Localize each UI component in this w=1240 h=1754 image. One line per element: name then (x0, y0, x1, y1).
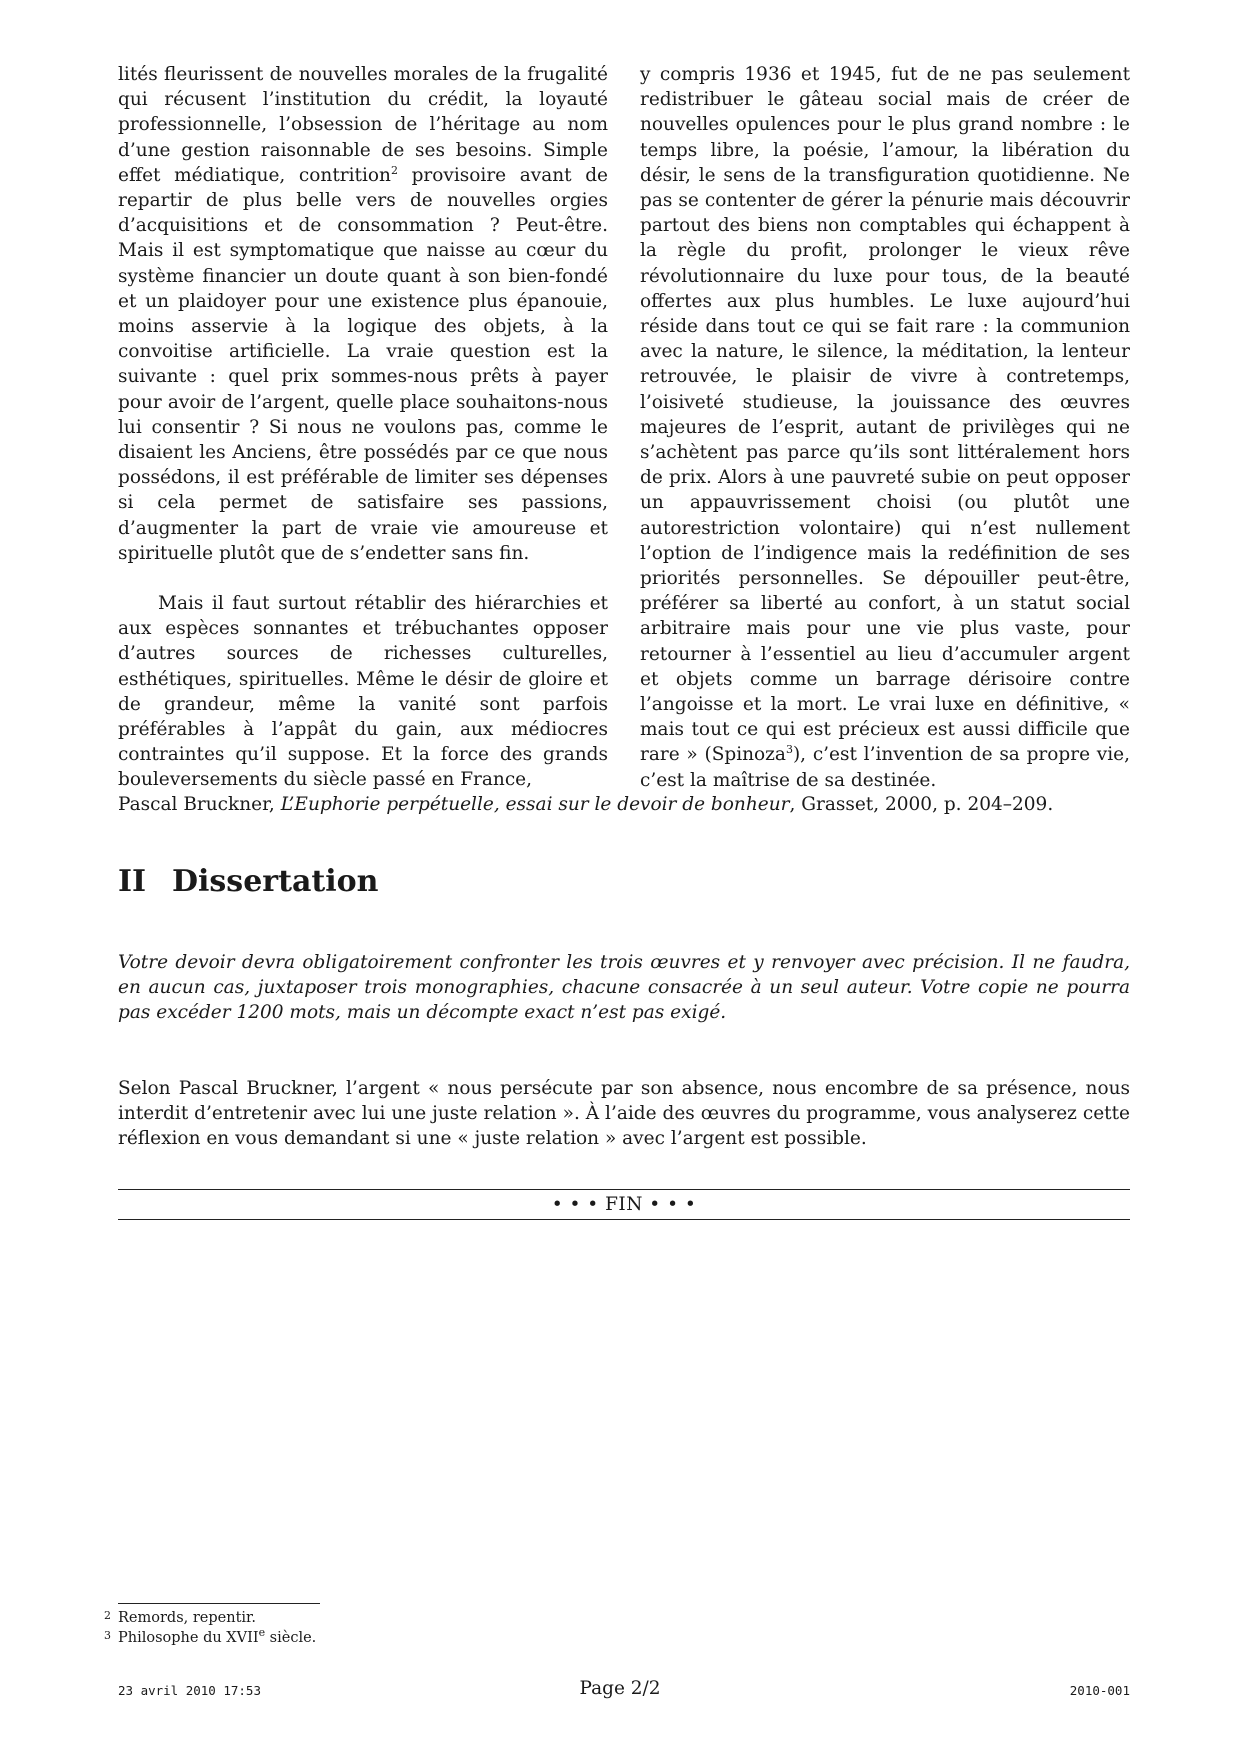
instructions: Votre devoir devra obligatoirement confronter les trois œuvres et y renvoyer avec précision. Il ne faudra, en aucun cas, juxtaposer trois monographies, chacune consacrée à un seul auteur. Votre copie ne pourra pas excéder 1200 mots, mais un décompte exact n’est pas exigé. (118, 952, 1130, 1024)
divider (118, 1219, 1130, 1220)
page-number: Page 2/2 (579, 1678, 661, 1699)
footnote: 2 Remords, repentir. (104, 1609, 256, 1626)
footnote-divider (118, 1603, 320, 1604)
footnotes (104, 1608, 804, 1648)
footnote-ref: 2 (390, 163, 398, 177)
section-number: II (118, 864, 147, 899)
text-columns (118, 62, 1130, 793)
footnote-ref: 3 (785, 743, 793, 757)
paragraph: lités fleurissent de nouvelles morales de la frugalité qui récusent l’institution du crédit, la loyauté professionnelle, l’obsession de l’héritage au nom d’une gestion raisonnable de ses besoins. Simple effet médiatique, contrition$^2$ provisoire avant de repartir de plus belle vers de nouvelles orgies d’acquisitions et de consommation ? Peut-être. Mais il est symptomatique que naisse au cœur du système financier un doute quant à son bien-fondé et un plaidoyer pour une existence plus épanouie, moins asservie à la logique des objets, à la convoitise artificielle. La vraie question est la suivante : quel prix sommes-nous prêts à payer pour avoir de l’argent, quelle place souhaitons-nous lui consentir ? Si nous ne voulons pas, comme le disaient les Anciens, être possédés par ce que nous possédons, il est préférable de limiter ses dépenses si cela permet de satisfaire ses passions, d’augmenter la part de vraie vie amoureuse et spirituelle plutôt que de s’endetter sans fin. (118, 64, 608, 564)
divider (118, 1189, 1130, 1190)
section-heading (118, 862, 378, 902)
left-column (118, 62, 608, 793)
book-title: L’Euphorie perpétuelle, essai sur le devoir de bonheur (280, 794, 790, 815)
footer-date: 23 avril 2010 17:53 (118, 1683, 261, 1698)
section-title: Dissertation (172, 864, 379, 899)
end-marker: • • • FIN • • • (551, 1194, 697, 1215)
exam-code: 2010-001 (1069, 1683, 1130, 1698)
footnote: 3 Philosophe du XVIIe siècle. (104, 1626, 317, 1646)
dissertation-subject: Selon Pascal Bruckner, l’argent « nous persécute par son absence, nous encombre de sa présence, nous interdit d’entretenir avec lui une juste relation ». À l’aide des œuvres du programme, vous analyserez cette réflexion en vous demandant si une « juste relation » avec l’argent est possible. (118, 1078, 1130, 1150)
paragraph: Mais il faut surtout rétablir des hiérarchies et aux espèces sonnantes et trébuchantes opposer d’autres sources de richesses culturelles, esthétiques, spirituelles. Même le désir de gloire et de grandeur, même la vanité sont parfois préférables à l’appât du gain, aux médiocres contraintes qu’il suppose. Et la force des grands bouleversements du siècle passé en France, (118, 593, 608, 791)
right-column (640, 62, 1130, 793)
source-citation: Pascal Bruckner, L’Euphorie perpétuelle, essai sur le devoir de bonheur, Grasset, 2000, p. 204–209. (118, 794, 1054, 815)
paragraph: y compris 1936 et 1945, fut de ne pas seulement redistribuer le gâteau social mais de créer de nouvelles opulences pour le plus grand nombre : le temps libre, la poésie, l’amour, la libération du désir, le sens de la transfiguration quotidienne. Ne pas se contenter de gérer la pénurie mais découvrir partout des biens non comptables qui échappent à la règle du profit, prolonger le vieux rêve révolutionnaire du luxe pour tous, de la beauté offertes aux plus humbles. Le luxe aujourd’hui réside dans tout ce qui se fait rare : la communion avec la nature, le silence, la méditation, la lenteur retrouvée, le plaisir de vivre à contretemps, l’oisiveté studieuse, la jouissance des œuvres majeures de l’esprit, autant de privilèges qui ne s’achètent pas parce qu’ils sont littéralement hors de prix. Alors à une pauvreté subie on peut opposer un appauvrissement choisi (ou plutôt une autorestriction volontaire) qui n’est nullement l’option de l’indigence mais la redéfinition de ses priorités personnelles. Se dépouiller peut-être, préférer sa liberté au confort, à un statut social arbitraire mais pour une vie plus vaste, pour retourner à l’essentiel au lieu d’accumuler argent et objets comme un barrage dérisoire contre l’angoisse et la mort. Le vrai luxe en définitive, « mais tout ce qui est précieux est aussi difficile que rare » (Spinoza$^3$), c’est l’invention de sa propre vie, c’est la maîtrise de sa destinée. (640, 64, 1130, 791)
